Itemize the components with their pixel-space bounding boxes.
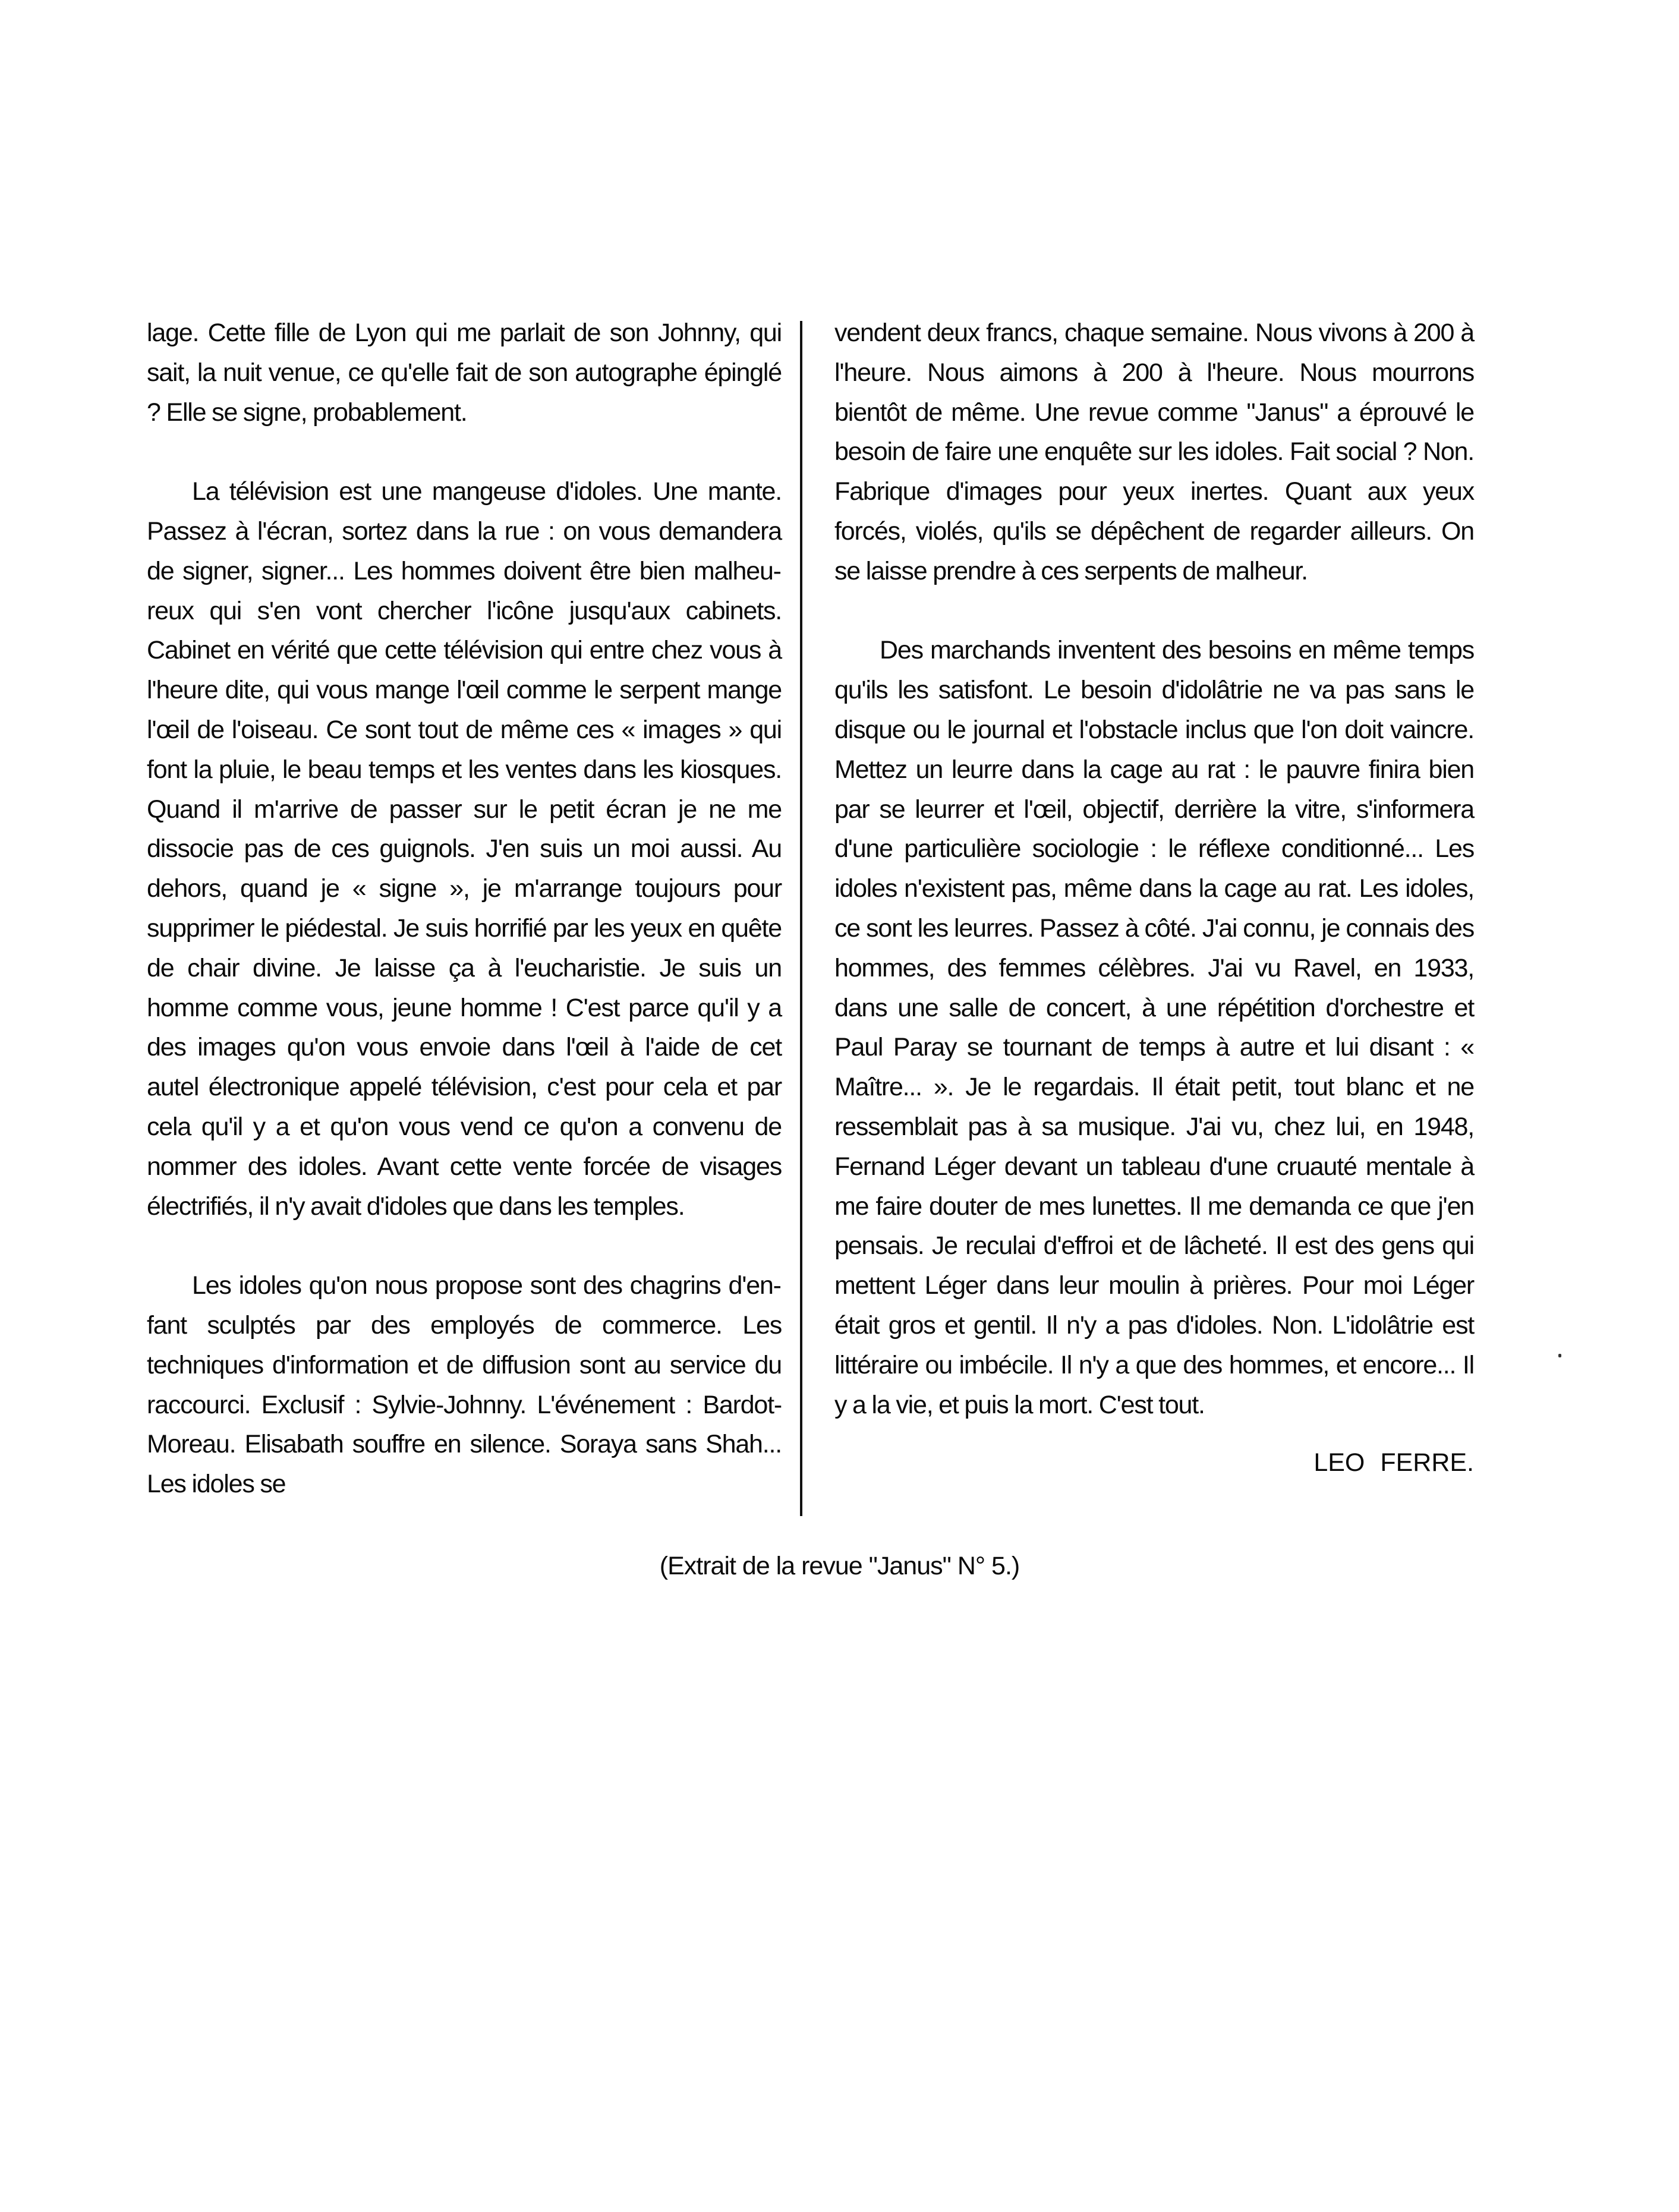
author-signature: LEO FERRE. — [1313, 1448, 1474, 1477]
paragraph: Les idoles qu'on nous propose sont des chagrins d'enfant sculptés par des employés de commerce. Les techniques d'information et de diffusion sont au service du raccourci. Exclusif : Sylvie-Johnny. L'événement : Bardot-Moreau. Elisabath souffre en silence. Soraya sans Shah... Les idoles se — [147, 1271, 782, 1499]
scan-speck — [1558, 1354, 1561, 1357]
left-column — [147, 313, 782, 1504]
column-divider — [800, 321, 802, 1516]
paragraph: lage. Cette fille de Lyon qui me parlait de son Johnny, qui sait, la nuit venue, ce qu'elle fait de son autographe épinglé ? Elle se signe, probablement. — [147, 319, 782, 427]
paragraph: La télévision est une mangeuse d'idoles. Une mante. Passez à l'écran, sortez dans la rue : on vous demandera de signer, signer... Les hommes doivent être bien malheureux qui s'en vont chercher l'icône jusqu'aux cabinets. Cabinet en vérité que cette télévision qui entre chez vous à l'heure dite, qui vous mange l'œil comme le serpent mange l'œil de l'oiseau. Ce sont tout de même ces « images » qui font la pluie, le beau temps et les ventes dans les kiosques. Quand il m'arrive de passer sur le petit écran je ne me dissocie pas de ces guignols. J'en suis un moi aussi. Au dehors, quand je « signe », je m'arrange toujours pour supprimer le piédestal. Je suis horrifié par les yeux en quête de chair divine. Je laisse ça à l'eucharistie. Je suis un homme comme vous, jeune homme ! C'est parce qu'il y a des images qu'on vous envoie dans l'œil à l'aide de cet autel électronique appelé télévision, c'est pour cela et par cela qu'il y a et qu'on vous vend ce qu'on a convenu de nommer des idoles. Avant cette vente forcée de visages électrifiés, il n'y avait d'idoles que dans les temples. — [147, 477, 782, 1221]
right-column — [834, 313, 1474, 1425]
paragraph: vendent deux francs, chaque semaine. Nous vivons à 200 à l'heure. Nous aimons à 200 à l'heure. Nous mourrons bientôt de même. Une revue comme "Janus" a éprouvé le besoin de faire une enquête sur les idoles. Fait social ? Non. Fabrique d'images pour yeux inertes. Quant aux yeux forcés, violés, qu'ils se dépêchent de regarder ailleurs. On se laisse prendre à ces serpents de malheur. — [834, 319, 1474, 585]
paragraph: Des marchands inventent des besoins en même temps qu'ils les satisfont. Le besoin d'idolâtrie ne va pas sans le disque ou le journal et l'obstacle inclus que l'on doit vaincre. Mettez un leurre dans la cage au rat : le pauvre finira bien par se leurrer et l'œil, objectif, derrière la vitre, s'informera d'une particulière sociologie : le réflexe conditionné... Les idoles n'existent pas, même dans la cage au rat. Les idoles, ce sont les leurres. Passez à côté. J'ai connu, je connais des hommes, des femmes célèbres. J'ai vu Ravel, en 1933, dans une salle de concert, à une répétition d'orchestre et Paul Paray se tournant de temps à autre et lui disant : « Maître... ». Je le regardais. Il était petit, tout blanc et ne ressemblait pas à sa musique. J'ai vu, chez lui, en 1948, Fernand Léger devant un tableau d'une cruauté mentale à me faire douter de mes lunettes. Il me demanda ce que j'en pensais. Je reculai d'effroi et de lâcheté. Il est des gens qui mettent Léger dans leur moulin à prières. Pour moi Léger était gros et gentil. Il n'y a pas d'idoles. Non. L'idolâtrie est littéraire ou imbécile. Il n'y a que des hommes, et encore... Il y a la vie, et puis la mort. C'est tout. — [834, 636, 1474, 1419]
source-note: (Extrait de la revue "Janus" N° 5.) — [659, 1552, 1020, 1580]
